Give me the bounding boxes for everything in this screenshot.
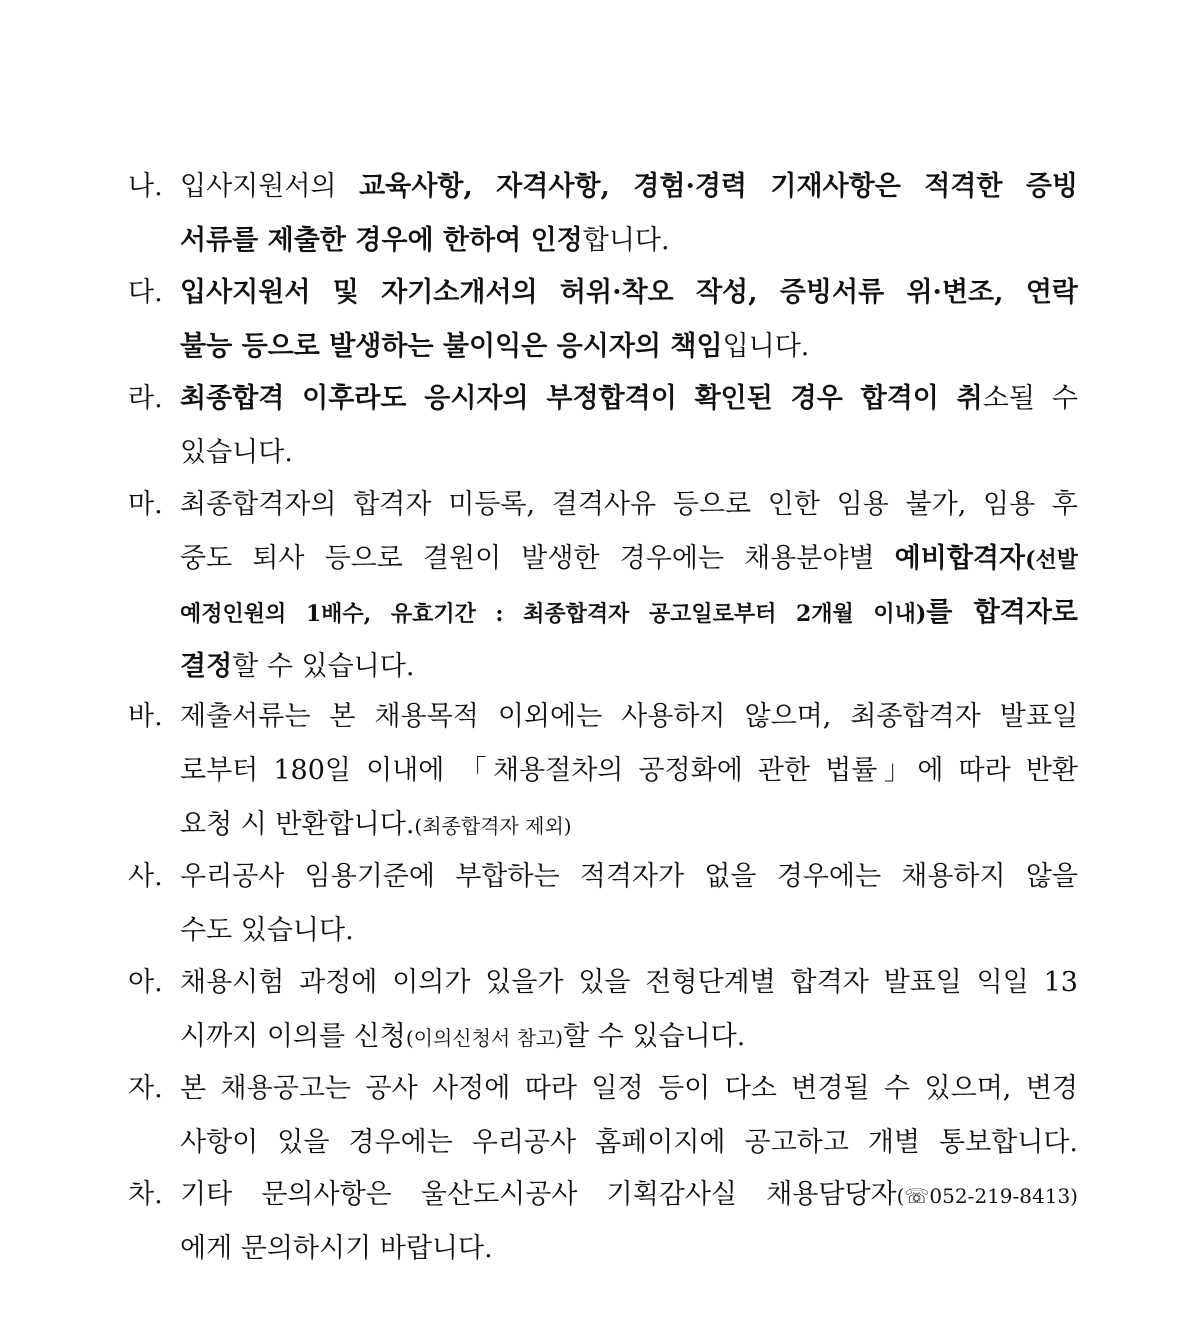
item-line: 시까지 이의를 신청(이의신청서 참고)할 수 있습니다. (180, 1021, 746, 1052)
item-line: 우리공사 임용기준에 부합하는 적격자가 없을 경우에는 채용하지 않을 (180, 861, 1078, 892)
notice-item-cha (128, 1168, 1078, 1276)
item-marker: 아. (128, 967, 163, 998)
item-line: 중도 퇴사 등으로 결원이 발생한 경우에는 채용분야별 예비합격자(선발 (180, 543, 1078, 574)
item-line: 제출서류는 본 채용목적 이외에는 사용하지 않으며, 최종합격자 발표일 (180, 701, 1078, 732)
item-line: 요청 시 반환합니다.(최종합격자 제외) (180, 809, 572, 840)
item-line: 입사지원서 및 자기소개서의 허위·착오 작성, 증빙서류 위·변조, 연락 (180, 277, 1078, 308)
item-line: 기타 문의사항은 울산도시공사 기획감사실 채용담당자(☏052-219-8413) (180, 1179, 1078, 1210)
notice-item-ba (128, 690, 1078, 852)
item-line: 채용시험 과정에 이의가 있을가 있을 전형단계별 합격자 발표일 익일 13 (180, 967, 1078, 998)
notice-item-sa (128, 850, 1078, 958)
item-line: 입사지원서의 교육사항, 자격사항, 경험·경력 기재사항은 적격한 증빙 (180, 171, 1078, 202)
item-line: 수도 있습니다. (180, 915, 354, 946)
notice-item-a (128, 956, 1078, 1064)
item-marker: 자. (128, 1073, 163, 1104)
item-line: 에게 문의하시기 바랍니다. (180, 1233, 493, 1264)
item-marker: 차. (128, 1179, 163, 1210)
item-line: 서류를 제출한 경우에 한하여 인정합니다. (180, 225, 670, 256)
item-line: 로부터 180일 이내에 「채용절차의 공정화에 관한 법률」에 따라 반환 (180, 755, 1078, 786)
item-line: 최종합격 이후라도 응시자의 부정합격이 확인된 경우 합격이 취소될 수 (180, 383, 1078, 414)
item-marker: 라. (128, 383, 163, 414)
notice-item-da (128, 266, 1078, 374)
item-marker: 사. (128, 861, 163, 892)
item-line: 불능 등으로 발생하는 불이익은 응시자의 책임입니다. (180, 331, 810, 362)
item-line: 있습니다. (180, 437, 293, 468)
item-marker: 마. (128, 489, 163, 520)
item-line: 예정인원의 1배수, 유효기간 : 최종합격자 공고일로부터 2개월 이내)를 합격자로 (180, 597, 1078, 628)
item-line: 사항이 있을 경우에는 우리공사 홈페이지에 공고하고 개별 통보합니다. (180, 1127, 1078, 1158)
notice-item-ja (128, 1062, 1078, 1170)
notice-item-ra (128, 372, 1078, 480)
item-marker: 다. (128, 277, 163, 308)
notice-item-na (128, 160, 1078, 268)
item-line: 최종합격자의 합격자 미등록, 결격사유 등으로 인한 임용 불가, 임용 후 (180, 489, 1078, 520)
item-line: 결정할 수 있습니다. (180, 651, 415, 682)
phone-contact: (☏052-219-8413) (896, 1184, 1078, 1208)
item-line: 본 채용공고는 공사 사정에 따라 일정 등이 다소 변경될 수 있으며, 변경 (180, 1073, 1078, 1104)
item-marker: 바. (128, 701, 163, 732)
item-marker: 나. (128, 171, 163, 202)
notice-item-ma (128, 478, 1078, 694)
